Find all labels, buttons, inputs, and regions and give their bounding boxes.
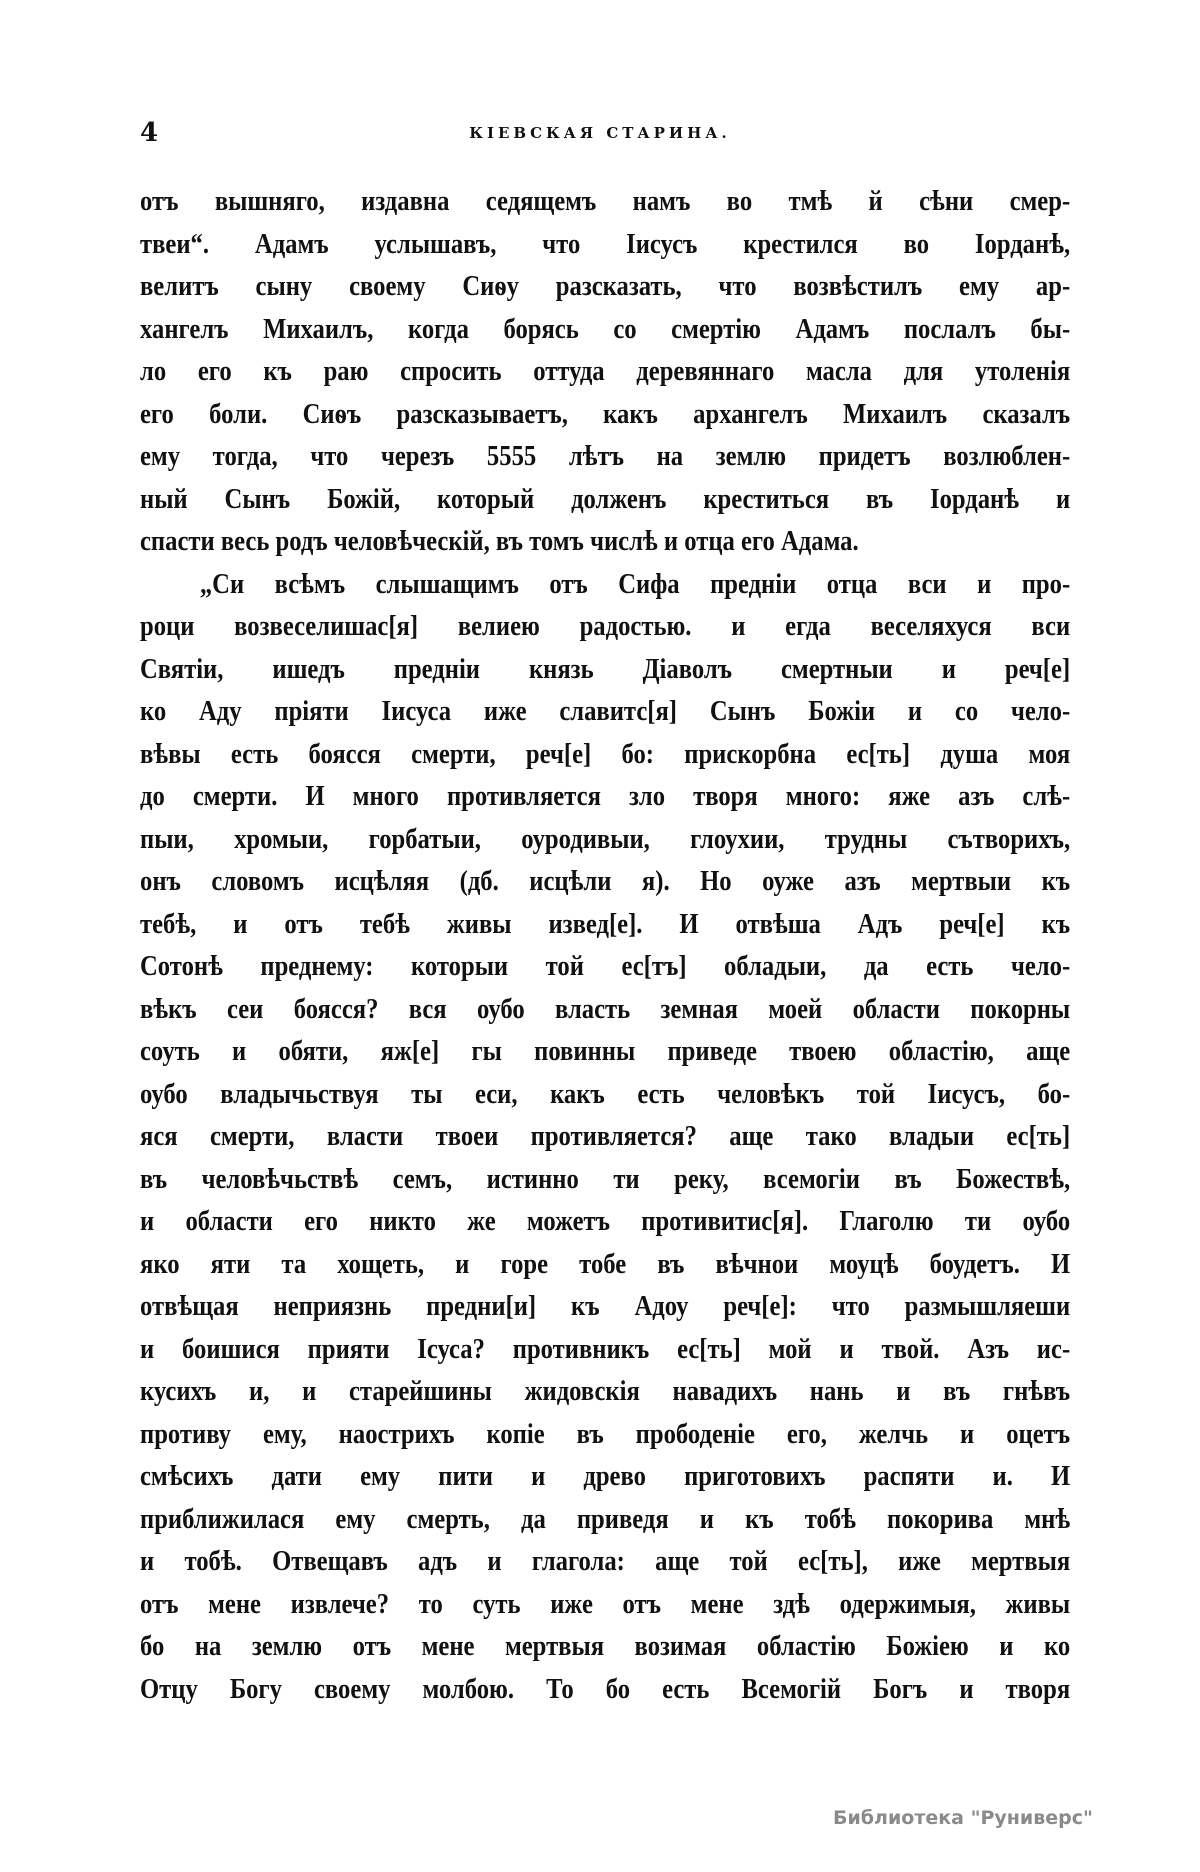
text-line: въ человѣчьствѣ семъ, истинно ти реку, всемогіи въ Божествѣ, [140, 1163, 1071, 1195]
text-line: велитъ сыну своему Сиѳу разсказать, что возвѣстилъ ему ар- [140, 271, 1071, 302]
running-head: КІЕВСКАЯ СТАРИНА. [469, 124, 731, 142]
text-line: ный Сынъ Божій, который долженъ креститься въ Іорданѣ и [140, 483, 1071, 515]
paragraph-1 [140, 181, 1070, 564]
text-line: отъ вышняго, издавна седящемъ намъ во тмѣ й сѣни смер- [140, 186, 1071, 217]
text-line: ко Аду пріяти Іисуса иже славитс[я] Сынъ Божіи и со чело- [140, 696, 1071, 727]
text-line: оубо владычьствуя ты еси, какъ есть человѣкъ той Іисусъ, бо- [140, 1078, 1071, 1110]
text-line: пыи, хромыи, горбатыи, оуродивыи, глоухии, трудны сътворихъ, [140, 823, 1071, 855]
text-line: роци возвеселишас[я] велиею радостью. и егда веселяхуся вси [140, 611, 1071, 642]
paragraph-2 [140, 564, 1070, 1712]
text-line: противу ему, наострихъ копіе въ прободеніе его, желчь и оцетъ [140, 1418, 1071, 1450]
text-body [140, 181, 1070, 1711]
text-line: яся смерти, власти твоеи противляется? аще тако владыи ес[ть] [140, 1121, 1071, 1152]
text-line: до смерти. И много противляется зло творя много: яже азъ слѣ- [140, 781, 1071, 812]
text-line: тебѣ, и отъ тебѣ живы извед[е]. И отвѣша Адъ реч[е] къ [140, 908, 1071, 940]
text-line: кусихъ и, и старейшины жидовскія навадихъ нань и въ гнѣвъ [140, 1376, 1071, 1407]
text-line: твеи“. Адамъ услышавъ, что Іисусъ крестился во Іорданѣ, [140, 228, 1071, 260]
text-line: онъ словомъ исцѣляя (дб. исцѣли я). Но оуже азъ мертвыи къ [140, 866, 1071, 897]
text-line: его боли. Сиѳъ разсказываетъ, какъ архангелъ Михаилъ сказалъ [140, 398, 1071, 430]
page-number: 4 [140, 118, 159, 148]
text-line: ему тогда, что черезъ 5555 лѣтъ на землю придетъ возлюблен- [140, 441, 1071, 472]
text-line: и боишися прияти Ісуса? противникъ ес[ть] мой и твой. Азъ ис- [140, 1333, 1071, 1365]
text-line: приближилася ему смерть, да приведя и къ тобѣ покорива мнѣ [140, 1503, 1071, 1535]
text-line: отвѣщая неприязнь предни[и] къ Адоу реч[е]: что размышляеши [140, 1291, 1071, 1322]
text-line: „Си всѣмъ слышащимъ отъ Сифа предніи отца вси и про- [199, 568, 1071, 600]
text-line: и области его никто же можетъ противитис[я]. Глаголю ти оубо [140, 1206, 1071, 1237]
text-line: спасти весь родъ человѣческій, въ томъ числѣ и отца его Адама. [140, 526, 859, 557]
text-line: вѣвы есть боясся смерти, реч[е] бо: прискорбна ес[ть] душа моя [140, 738, 1071, 770]
text-line: Сотонѣ преднему: которыи той ес[тъ] обладыи, да есть чело- [140, 951, 1071, 982]
text-line: и тобѣ. Отвещавъ адъ и глагола: аще той ес[ть], иже мертвыя [140, 1546, 1071, 1577]
text-line: Святіи, ишедъ предніи князь Діаволъ смертныи и реч[е] [140, 653, 1071, 685]
text-line: отъ мене извлече? то суть иже отъ мене здѣ одержимыя, живы [140, 1588, 1071, 1620]
text-line: яко яти та хощеть, и горе тобе въ вѣчнои моуцѣ боудетъ. И [140, 1248, 1071, 1280]
text-line: смѣсихъ дати ему пити и древо приготовихъ распяти и. И [140, 1461, 1071, 1492]
library-watermark: Библиотека "Руниверс" [833, 1807, 1093, 1829]
text-line: соуть и обяти, яж[е] гы повинны приведе твоею областію, аще [140, 1036, 1071, 1067]
text-line: хангелъ Михаилъ, когда борясь со смертію Адамъ послалъ бы- [140, 313, 1071, 345]
text-line: вѣкъ сеи боясся? вся оубо власть земная моей области покорны [140, 993, 1071, 1025]
text-line: ло его къ раю спросить оттуда деревяннаго масла для утоленія [140, 356, 1071, 387]
text-line: Отцу Богу своему молбою. То бо есть Всемогій Богъ и творя [140, 1673, 1071, 1705]
text-line: бо на землю отъ мене мертвыя возимая областію Божіею и ко [140, 1631, 1071, 1662]
